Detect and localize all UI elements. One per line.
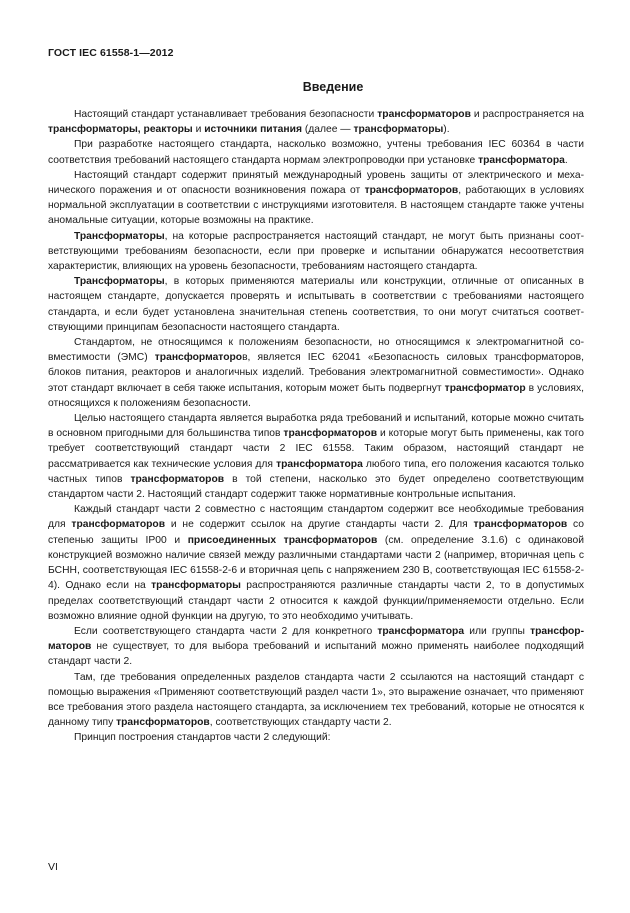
text-run: (далее — — [301, 124, 354, 136]
paragraph — [48, 502, 584, 624]
text-run: . — [564, 154, 568, 166]
bold-term: трансформаторы — [353, 124, 444, 136]
bold-term: трансформаторов — [71, 519, 166, 531]
text-run: в, является IEC 62041 «Безопасность силовых трансформаторов, блоков питания, реакторов и аналогичных изделий. Требования электромагнитной совместимости». Однако этот стандарт включает в себя также испытания, которым может быть подвергнут — [48, 352, 584, 394]
paragraph — [48, 168, 584, 229]
text-run: Там, где требования определенных разделов стандарта части 2 ссылаются на настоящий стандарт с помощью выражения «Применяют соответствующий раздел части 1», это выражение означает, что применяют все требования этого раздела настоящего стандарта, за исключением тех требований, которые не относятся к данному типу — [48, 671, 584, 729]
text-run: и которые могут быть применены, как того требует соответствующий стандарт части 2 IEC 61558. Таким образом, настоящий стандарт не рассматривается как технические условия для — [48, 428, 584, 470]
bold-term: трансформатора — [276, 458, 363, 470]
paragraph — [48, 411, 584, 502]
bold-term: трансформаторов — [377, 109, 471, 120]
text-run: любого типа, его положения касаются только частных типов — [48, 458, 584, 485]
bold-term: трансформаторов — [130, 473, 225, 485]
page-number: VI — [48, 861, 58, 873]
bold-term: трансформаторов — [364, 185, 459, 197]
body-text — [48, 107, 584, 746]
bold-term: трансформатора — [377, 625, 465, 637]
text-run: со степенью защиты IP00 и — [48, 519, 584, 546]
paragraph — [48, 730, 584, 745]
text-run: и не содержит ссылок на другие стандарты части 2. Для — [165, 519, 474, 531]
text-run: в условиях, относящихся к положениям безопасности. — [48, 382, 584, 409]
text-run: Настоящий стандарт содержит принятый международный уровень защиты от электрического и механического поражения и от опасности возникновения пожара от — [48, 169, 584, 197]
bold-term: Трансформаторы — [74, 276, 165, 288]
bold-term: присоединенных трансформаторов — [187, 534, 378, 546]
section-title: Введение — [302, 80, 364, 94]
paragraph — [48, 274, 584, 335]
text-run: , на которые распространяется настоящий стандарт, не могут быть признаны соответствующими требованиям безопасности, если при проверке и испытании обнаружатся несоответствия характеристик, влияющих на уровень безопасности, требованиям настоящего стандарта. — [48, 230, 584, 273]
bold-term: трансформаторов — [48, 625, 584, 653]
text-run: (см. определение 3.1.6) с одинаковой конструкцией возможно наличие связей между различными стандартами части 2 (например, вторичная цепь с БСНН, соответствующая IEC 61558-2-6 и вторичная цепь с напряжением 230 В, соответствующая IEC 61558-2-4). Однако если на — [48, 534, 585, 592]
paragraph — [48, 624, 584, 670]
bold-term: трансформаторы, реакторы — [48, 124, 193, 136]
text-run: , работающих в условиях нормальной эксплуатации в соответствии с инструкциями изготовителя. В настоящем стандарте также учтены аномальные ситуации, которые возможны на практике. — [48, 185, 584, 227]
bold-term: трансформаторы — [151, 580, 241, 592]
bold-term: трансформаторов — [283, 428, 378, 440]
text-run: Принцип построения стандартов части 2 следующий: — [74, 732, 331, 744]
paragraph — [48, 670, 584, 731]
bold-term: трансформатор — [444, 382, 526, 394]
text-run: ). — [443, 124, 450, 136]
text-run: Если соответствующего стандарта части 2 для конкретного — [74, 625, 378, 637]
paragraph — [48, 137, 584, 167]
text-run: и распространяется на — [470, 109, 584, 120]
paragraph — [48, 229, 584, 275]
paragraph — [48, 107, 584, 137]
bold-term: трансформаторов — [473, 519, 568, 531]
text-run: , в которых применяются материалы или конструкции, отличные от описанных в настоящем стандарте, допускается проверять и испытывать в соответствии с требованиями настоящего стандарта, и если будет установлена значительная степень соответствия, то они могут считаться соответствующими принципам безопасности настоящего стандарта. — [48, 276, 584, 333]
bold-term: Трансформаторы — [74, 230, 165, 242]
bold-term: трансформаторо — [154, 352, 243, 364]
text-run: и — [192, 124, 205, 136]
bold-term: трансформаторов — [116, 717, 210, 729]
text-run: Настоящий стандарт устанавливает требования безопасности — [74, 109, 378, 120]
text-run: Каждый стандарт части 2 совместно с настоящим стандартом содержит все необходимые требования для — [48, 504, 584, 531]
text-run: Целью настоящего стандарта является выработка ряда требований и испытаний, которые можно считать в основном пригодными для большинства типов — [48, 413, 584, 440]
bold-term: источники питания — [204, 124, 302, 136]
text-run: При разработке настоящего стандарта, насколько возможно, учтены требования IEC 60364 в части соответствия требований настоящего стандарта нормам электропроводки при установке — [48, 139, 584, 166]
text-run: не существует, то для выбора требований и испытаний можно применять наиболее подходящий стандарт части 2. — [48, 641, 584, 668]
bold-term: трансформатора — [478, 154, 565, 166]
text-run: в той степени, насколько это будет определено соответствующим стандартом части 2. Настоящий стандарт содержит также нормативные контрольные испытания. — [48, 473, 584, 501]
paragraph — [48, 335, 584, 411]
text-run: Стандартом, не относящимся к положениям безопасности, но относящимся к электромагнитной совместимости (ЭМС) — [48, 337, 584, 364]
document-header: ГОСТ IEC 61558-1—2012 — [48, 47, 174, 59]
text-run: , соответствующих стандарту части 2. — [209, 717, 392, 729]
text-run: или группы — [464, 625, 531, 637]
text-run: распространяются различные стандарты части 2, то в допустимых пределах соответствующий стандарт части 2 относится к каждой функции/применяемости отдельно. Если возможно влияние одной функции на другую, то это необходимо учитывать. — [48, 580, 584, 622]
